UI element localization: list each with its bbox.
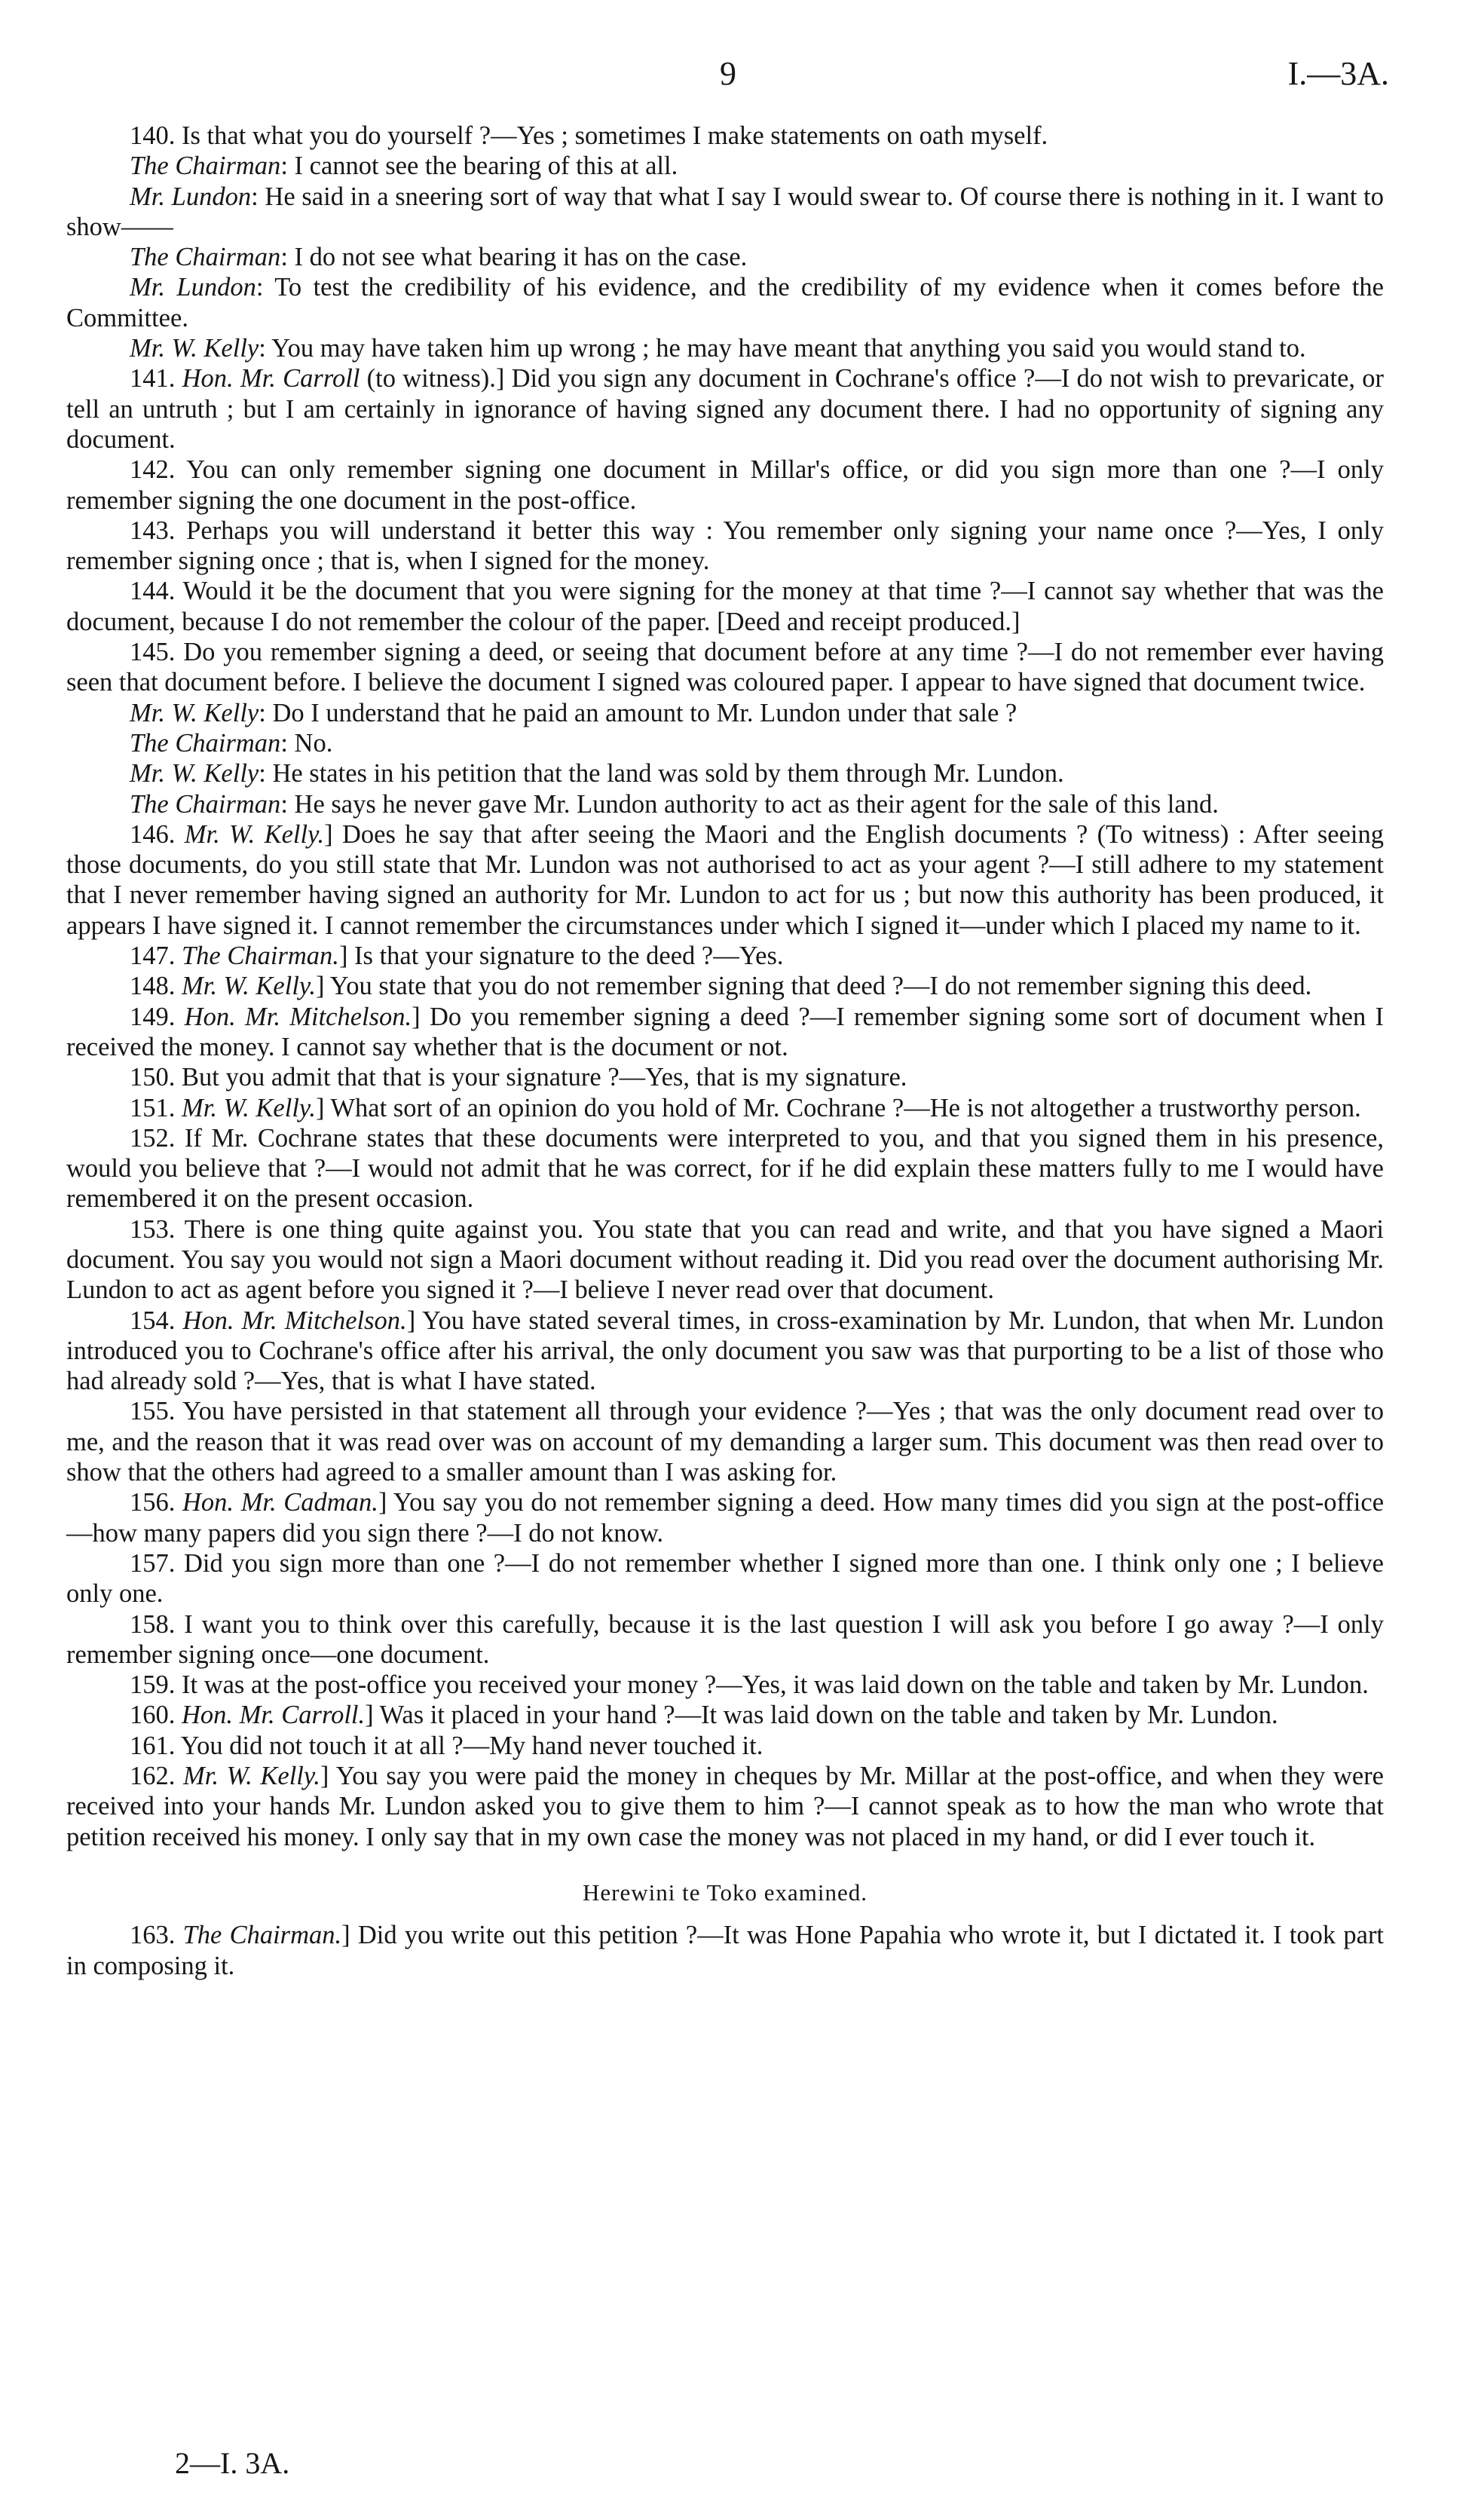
paragraph-kelly-3 <box>66 758 1384 788</box>
paragraph-text: 146. <box>130 819 185 849</box>
paragraph-q141 <box>66 363 1384 455</box>
paragraph-text: ] What sort of an opinion do you hold of Mr. Cochrane ?—He is not altogether a trustworthy person. <box>315 1093 1361 1122</box>
paragraph-q148 <box>66 971 1384 1001</box>
paragraph-q154 <box>66 1306 1384 1397</box>
paragraph-text: 163. <box>130 1921 183 1950</box>
signature-mark: 2—I. 3A. <box>175 2446 290 2480</box>
paragraph-text: (to witness).] Did you sign any document in Cochrane's office ?—I do not wish to prevaricate, or tell an untruth ; but I am certainly in ignorance of having signed any document there. I had no opportunity of signing any document. <box>66 364 1385 454</box>
paragraph-text: 151. <box>130 1093 182 1122</box>
paragraph-text: ] You say you were paid the money in cheques by Mr. Millar at the post-office, and when they were received into your hands Mr. Lundon asked you to give them to him ?—I cannot speak as to how the man who wrote that petition received his money. I only say that in my own case the money was not placed in my hand, or did I ever touch it. <box>66 1762 1384 1851</box>
speaker-name: Hon. Mr. Mitchelson. <box>184 1002 412 1031</box>
paragraph-text: : Do I understand that he paid an amount to Mr. Lundon under that sale ? <box>259 698 1017 727</box>
paragraph-text: 147. <box>130 942 182 971</box>
paragraph-text: ] Was it placed in your hand ?—It was laid down on the table and taken by Mr. Lundon. <box>365 1701 1278 1730</box>
paragraph-text: 156. <box>130 1488 183 1517</box>
paragraph-text: 142. You can only remember signing one document in Millar's office, or did you sign more than one ?—I only remember signing the one document in the post-office. <box>66 455 1384 515</box>
speaker-name: Mr. W. Kelly <box>130 698 259 727</box>
speaker-name: Mr. W. Kelly <box>130 334 259 363</box>
speaker-name: The Chairman <box>130 152 281 181</box>
paragraph-text: 158. I want you to think over this carefully, because it is the last question I will ask you before I go away ?—I only remember signing once—one document. <box>66 1609 1384 1669</box>
paragraph-q143 <box>66 516 1384 577</box>
paragraph-q162 <box>66 1761 1384 1852</box>
paragraph-q142 <box>66 455 1384 516</box>
paragraph-text: : He said in a sneering sort of way that what I say I would swear to. Of course there is nothing in it. I want to show—— <box>66 182 1384 241</box>
paragraph-text: : No. <box>280 728 333 758</box>
paragraph-q146 <box>66 819 1384 941</box>
speaker-name: Hon. Mr. Mitchelson. <box>182 1306 407 1335</box>
paragraph-text: 150. But you admit that that is your signature ?—Yes, that is my signature. <box>130 1063 907 1092</box>
paragraph-q156 <box>66 1487 1384 1548</box>
paragraph-text: 141. <box>130 364 182 393</box>
paragraph-q161 <box>66 1731 1384 1761</box>
paragraph-text: ] You have stated several times, in cross-examination by Mr. Lundon, that when Mr. Lundon introduced you to Cochrane's office after his arrival, the only document you saw was that purporting to be a list of those who had already sold ?—Yes, that is what I have stated. <box>66 1306 1384 1396</box>
paragraph-text: 159. It was at the post-office you received your money ?—Yes, it was laid down on the table and taken by Mr. Lundon. <box>130 1670 1369 1700</box>
paragraph-text: ] Do you remember signing a deed ?—I remember signing some sort of document when I received the money. I cannot say whether that is the document or not. <box>66 1002 1385 1061</box>
paragraph-text: 148. <box>130 972 182 1001</box>
paragraph-q145 <box>66 637 1384 698</box>
paragraph-text: 157. Did you sign more than one ?—I do not remember whether I signed more than one. I think only one ; I believe only one. <box>66 1548 1384 1609</box>
paragraph-q153 <box>66 1214 1384 1306</box>
paragraph-text: : I cannot see the bearing of this at all. <box>280 152 678 181</box>
speaker-name: Hon. Mr. Cadman. <box>182 1488 378 1517</box>
speaker-name: The Chairman. <box>182 942 339 971</box>
speaker-name: Mr. W. Kelly. <box>183 1762 320 1791</box>
paragraph-q158 <box>66 1609 1384 1670</box>
paragraph-q155 <box>66 1396 1384 1487</box>
speaker-name: Mr. W. Kelly <box>130 759 259 788</box>
paragraph-text: 160. <box>130 1701 182 1730</box>
speaker-name: The Chairman <box>130 728 281 758</box>
paragraph-kelly-1 <box>66 333 1384 363</box>
speaker-name: Mr. Lundon <box>130 273 256 302</box>
paragraph-text: 162. <box>130 1762 183 1791</box>
paragraph-chair-1 <box>66 151 1384 181</box>
page-number: 9 <box>720 55 736 92</box>
paragraph-q163 <box>66 1920 1384 1981</box>
speaker-name: The Chairman <box>130 243 281 272</box>
paragraph-text: 143. Perhaps you will understand it better this way : You remember only signing your name once ?—Yes, I only remember signing once ; that is, when I signed for the money. <box>66 516 1384 576</box>
paragraph-q159 <box>66 1670 1384 1700</box>
speaker-name: Hon. Mr. Carroll. <box>182 1701 366 1730</box>
speaker-name: Mr. W. Kelly. <box>182 1093 316 1122</box>
speaker-name: Mr. Lundon <box>130 182 252 211</box>
paragraph-text: 145. Do you remember signing a deed, or seeing that document before at any time ?—I do not remember ever having seen that document before. I believe the document I signed was coloured paper. I appear to have signed that document twice. <box>66 638 1384 697</box>
paragraph-q147 <box>66 941 1384 971</box>
paragraph-text: 140. Is that what you do yourself ?—Yes ; sometimes I make statements on oath myself. <box>130 121 1048 150</box>
testimony-paragraphs <box>66 121 1384 1852</box>
paragraph-lundon-1 <box>66 182 1384 243</box>
section-heading: Herewini te Toko examined. <box>583 1879 868 1906</box>
speaker-name: Hon. Mr. Carroll <box>182 364 360 393</box>
paragraph-text: 144. Would it be the document that you were signing for the money at that time ?—I cannot say whether that was the document, because I do not remember the colour of the paper. [Deed and receipt produced.] <box>66 577 1384 636</box>
paragraph-text: ] Does he say that after seeing the Maori and the English documents ? (To witness) : After seeing those documents, do you still state that Mr. Lundon was not authorised to act as your agent ?—I still adhere to my statement that I never remember having signed an authority for Mr. Lundon to act for us ; but now this authority has been produced, it appears I have signed it. I cannot remember the circumstances under which I signed it—under which I placed my name to it. <box>66 819 1384 940</box>
paragraph-q149 <box>66 1002 1384 1063</box>
paragraph-text: 161. You did not touch it at all ?—My hand never touched it. <box>130 1731 763 1760</box>
paragraph-text: : To test the credibility of his evidence, and the credibility of my evidence when it comes before the Committee. <box>66 273 1384 332</box>
paragraph-q151 <box>66 1093 1384 1123</box>
paragraph-chair-4 <box>66 789 1384 819</box>
paragraph-q157 <box>66 1548 1384 1609</box>
speaker-name: Mr. W. Kelly. <box>182 972 316 1001</box>
speaker-name: Mr. W. Kelly. <box>184 819 325 849</box>
paragraph-text: 154. <box>130 1306 183 1335</box>
paragraph-q160 <box>66 1700 1384 1730</box>
paragraph-q140 <box>66 121 1384 151</box>
paragraph-text: : I do not see what bearing it has on the case. <box>280 243 748 272</box>
paragraph-chair-3 <box>66 728 1384 758</box>
paragraph-text: 152. If Mr. Cochrane states that these documents were interpreted to you, and that you signed them in his presence, would you believe that ?—I would not admit that he was correct, for if he did explain these matters fully to me I would have remembered it on the present occasion. <box>66 1123 1384 1214</box>
paragraph-q152 <box>66 1123 1384 1214</box>
paragraph-text: ] Is that your signature to the deed ?—Yes. <box>338 942 784 971</box>
paragraph-text: : He states in his petition that the land was sold by them through Mr. Lundon. <box>259 759 1064 788</box>
paragraph-text: ] You say you do not remember signing a deed. How many times did you sign at the post-office—how many papers did you sign there ?—I do not know. <box>66 1488 1385 1548</box>
paragraph-text: : You may have taken him up wrong ; he may have meant that anything you said you would stand to. <box>259 334 1306 363</box>
paragraph-q150 <box>66 1062 1384 1092</box>
paragraph-text: 153. There is one thing quite against you. You state that you can read and write, and that you have signed a Maori document. You say you would not sign a Maori document without reading it. Did you read over the document authorising Mr. Lundon to act as agent before you signed it ?—I believe I never read over that document. <box>66 1214 1384 1305</box>
paragraph-text: ] You state that you do not remember signing that deed ?—I do not remember signing this deed. <box>315 972 1312 1001</box>
speaker-name: The Chairman <box>130 789 281 819</box>
testimony-paragraphs-continued <box>66 1920 1384 1981</box>
paragraph-chair-2 <box>66 242 1384 272</box>
speaker-name: The Chairman. <box>182 1921 342 1950</box>
paragraph-text: ] Did you write out this petition ?—It was Hone Papahia who wrote it, but I dictated it. I took part in composing it. <box>66 1921 1385 1980</box>
body-text <box>66 121 1384 1981</box>
paragraph-text: 149. <box>130 1002 185 1031</box>
paragraph-lundon-2 <box>66 272 1384 333</box>
paragraph-q144 <box>66 576 1384 637</box>
paragraph-text: : He says he never gave Mr. Lundon authority to act as their agent for the sale of this land. <box>280 789 1219 819</box>
paragraph-kelly-2 <box>66 698 1384 728</box>
paragraph-text: 155. You have persisted in that statement all through your evidence ?—Yes ; that was the only document read over to me, and the reason that it was read over was on account of my demanding a larger sum. This document was then read over to show that the others had agreed to a smaller amount than I was asking for. <box>66 1397 1384 1487</box>
paper-reference: I.—3A. <box>1287 55 1389 92</box>
